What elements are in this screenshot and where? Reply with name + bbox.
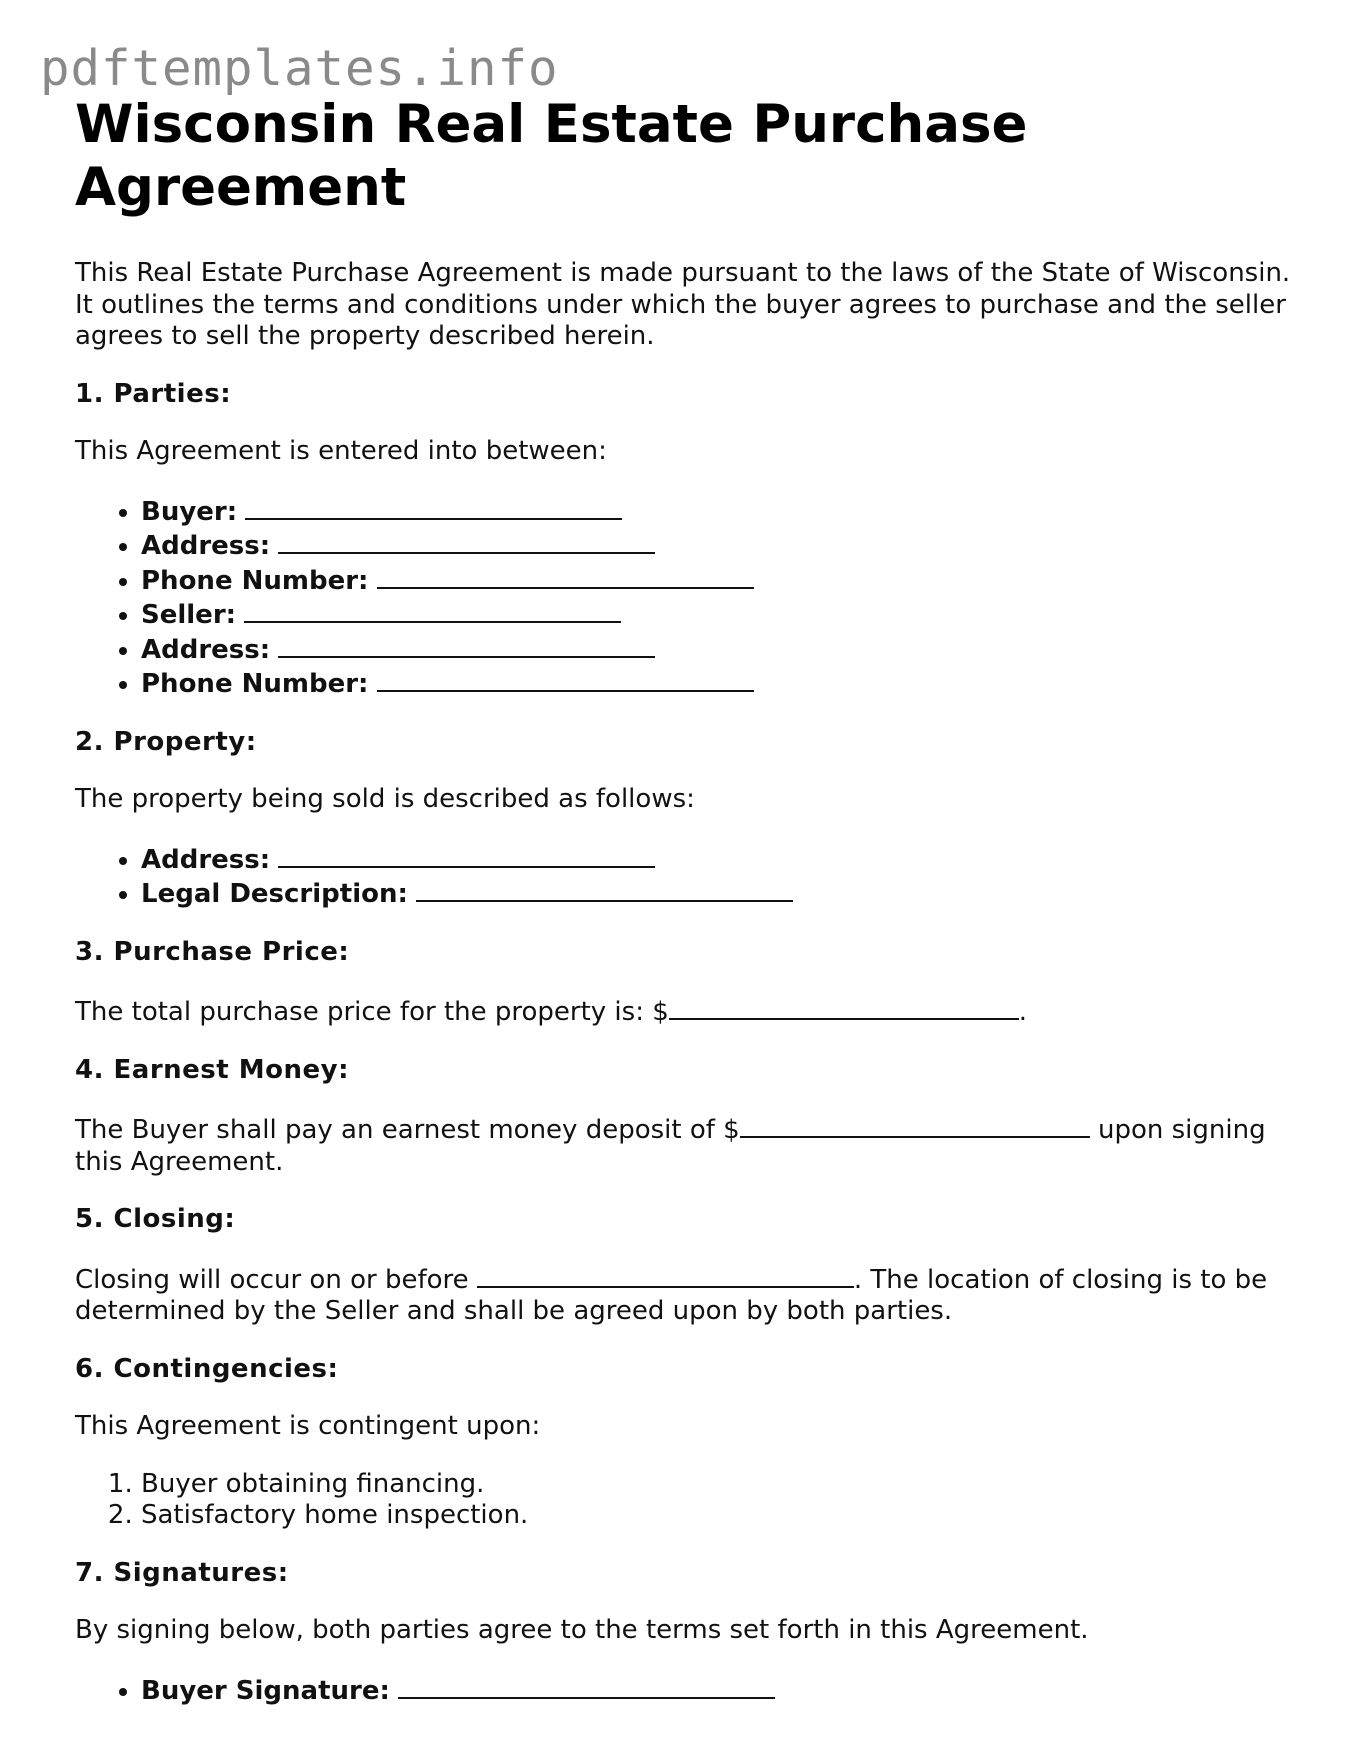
document-body <box>75 93 1305 1707</box>
section-text: By signing below, both parties agree to the terms set forth in this Agreement. <box>75 1615 1089 1645</box>
seller-address-blank[interactable] <box>278 632 655 658</box>
section-text <box>75 1262 1305 1328</box>
list-item: 1. Buyer obtaining financing. <box>141 1469 1305 1501</box>
purchase-price-blank[interactable] <box>669 994 1019 1020</box>
section-heading: 7. Signatures: <box>75 1557 289 1588</box>
buyer-phone-blank[interactable] <box>377 563 754 589</box>
section-heading: 4. Earnest Money: <box>75 1054 349 1085</box>
section-text: This Agreement is entered into between: <box>75 436 607 466</box>
closing-text-after: . The location of closing is to be determined by the Seller and shall be agreed upon by both parties. <box>75 1264 1268 1326</box>
section-purchase-price <box>75 937 1305 1029</box>
section-closing <box>75 1204 1305 1328</box>
section-signatures <box>75 1558 1305 1708</box>
section-heading: 3. Purchase Price: <box>75 936 350 967</box>
section-text <box>75 1112 1305 1178</box>
price-text-after: . <box>1018 997 1028 1027</box>
earnest-text-after: upon signing this Agreement. <box>75 1115 1266 1177</box>
field-label: Legal Description: <box>141 879 408 909</box>
section-heading: 2. Property: <box>75 726 257 757</box>
section-heading: 6. Contingencies: <box>75 1353 339 1384</box>
document-title: Wisconsin Real Estate Purchase Agreement <box>75 94 1028 218</box>
seller-phone-blank[interactable] <box>377 666 754 692</box>
list-item <box>141 597 1305 632</box>
section-text: This Agreement is contingent upon: <box>75 1411 541 1441</box>
field-label: Buyer: <box>141 496 238 527</box>
signatures-list <box>75 1673 1305 1708</box>
field-label: Seller: <box>141 600 237 630</box>
watermark: pdftemplates.info <box>40 40 559 97</box>
property-list <box>75 842 1305 911</box>
field-label: Buyer Signature: <box>141 1675 390 1706</box>
buyer-signature-blank[interactable] <box>398 1673 775 1699</box>
buyer-address-blank[interactable] <box>278 528 655 554</box>
field-label: Address: <box>141 844 271 875</box>
legal-description-blank[interactable] <box>416 876 793 902</box>
field-label: Address: <box>141 531 271 561</box>
list-item <box>141 632 1305 667</box>
section-parties <box>75 379 1305 701</box>
buyer-name-blank[interactable] <box>245 494 622 520</box>
list-item <box>141 563 1305 598</box>
earnest-money-blank[interactable] <box>740 1112 1090 1138</box>
list-item <box>141 842 1305 877</box>
contingencies-list <box>75 1469 1305 1532</box>
list-item <box>141 876 1305 911</box>
list-item <box>141 1673 1305 1708</box>
list-item <box>141 528 1305 563</box>
field-label: Phone Number: <box>141 565 369 596</box>
section-contingencies <box>75 1354 1305 1532</box>
section-heading: 1. Parties: <box>75 378 232 409</box>
field-label: Address: <box>141 634 271 665</box>
section-heading: 5. Closing: <box>75 1204 236 1234</box>
closing-text-before: Closing will occur on or before <box>75 1264 477 1295</box>
parties-list <box>75 494 1305 701</box>
property-address-blank[interactable] <box>278 842 655 868</box>
list-item <box>141 666 1305 701</box>
intro-paragraph: This Real Estate Purchase Agreement is made pursuant to the laws of the State of Wisconsin. It outlines the terms and conditions under which the buyer agrees to purchase and the seller agrees to sell the property described herein. <box>75 258 1291 351</box>
price-text-before: The total purchase price for the property is: $ <box>75 997 669 1027</box>
section-property <box>75 727 1305 911</box>
field-label: Phone Number: <box>141 669 369 699</box>
section-earnest-money <box>75 1055 1305 1179</box>
section-text <box>75 994 1305 1029</box>
closing-date-blank[interactable] <box>477 1262 854 1288</box>
seller-name-blank[interactable] <box>244 597 621 623</box>
earnest-text-before: The Buyer shall pay an earnest money deposit of $ <box>75 1115 740 1145</box>
list-item <box>141 494 1305 529</box>
list-item: 2. Satisfactory home inspection. <box>141 1500 1305 1532</box>
section-text: The property being sold is described as follows: <box>75 784 695 814</box>
